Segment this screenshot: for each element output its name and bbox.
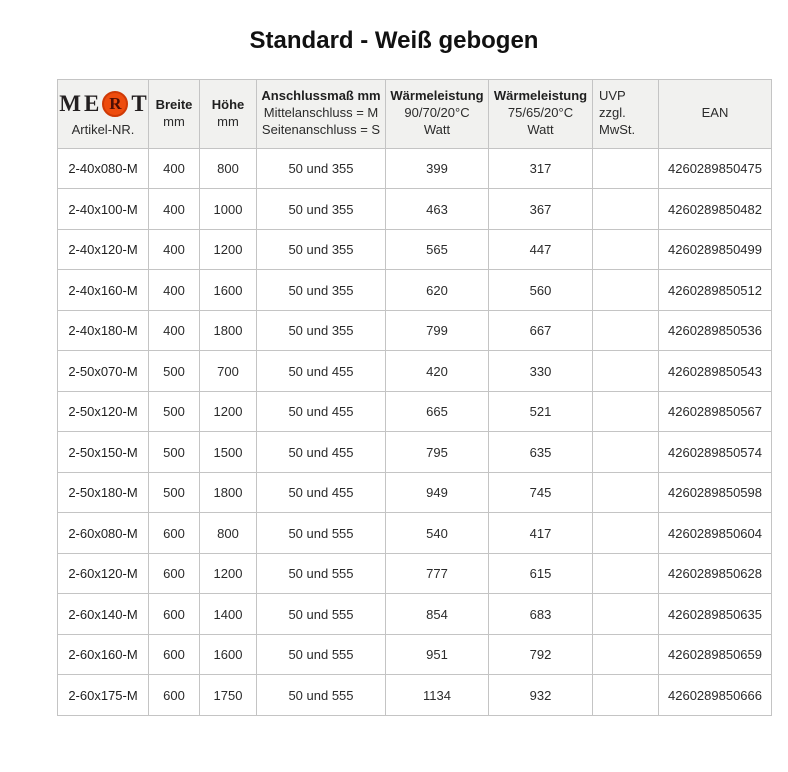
spec-table-body — [58, 148, 772, 715]
breite-cell: 500 — [149, 351, 200, 392]
hoehe-cell: 1600 — [200, 270, 257, 311]
uvp-zzgl: zzgl. — [599, 105, 626, 121]
breite-cell: 400 — [149, 229, 200, 270]
waermeleistung-75-cell: 330 — [489, 351, 593, 392]
waermeleistung-90-cell: 399 — [386, 148, 489, 189]
table-row — [58, 189, 772, 230]
ean-cell: 4260289850567 — [659, 391, 772, 432]
anschlussmass-cell: 50 und 555 — [257, 513, 386, 554]
artikel-nr-cell: 2-60x140-M — [58, 594, 149, 635]
waermeleistung-75-cell: 521 — [489, 391, 593, 432]
hoehe-cell: 1800 — [200, 310, 257, 351]
uvp-cell — [593, 391, 659, 432]
uvp-cell — [593, 594, 659, 635]
anschlussmass-cell: 50 und 355 — [257, 148, 386, 189]
breite-cell: 600 — [149, 594, 200, 635]
table-row — [58, 391, 772, 432]
logo-letter-t: T — [131, 91, 147, 117]
anschlussmass-cell: 50 und 355 — [257, 270, 386, 311]
waermeleistung-90-cell: 951 — [386, 634, 489, 675]
hoehe-cell: 1750 — [200, 675, 257, 716]
waermeleistung-75-cell: 447 — [489, 229, 593, 270]
hoehe-cell: 800 — [200, 513, 257, 554]
waermeleistung-75-unit: Watt — [527, 122, 554, 138]
header-waermeleistung-90 — [386, 79, 489, 148]
page-title: Standard - Weiß gebogen — [249, 27, 539, 54]
waermeleistung-75-temp: 75/65/20°C — [507, 105, 574, 121]
waermeleistung-90-cell: 795 — [386, 432, 489, 473]
breite-cell: 400 — [149, 270, 200, 311]
ean-cell: 4260289850604 — [659, 513, 772, 554]
uvp-cell — [593, 310, 659, 351]
waermeleistung-90-cell: 540 — [386, 513, 489, 554]
anschlussmass-cell: 50 und 355 — [257, 189, 386, 230]
waermeleistung-90-cell: 665 — [386, 391, 489, 432]
breite-cell: 400 — [149, 148, 200, 189]
hoehe-cell: 1200 — [200, 391, 257, 432]
waermeleistung-75-label: Wärmeleistung — [493, 88, 588, 104]
waermeleistung-90-cell: 620 — [386, 270, 489, 311]
table-row — [58, 270, 772, 311]
waermeleistung-75-cell: 317 — [489, 148, 593, 189]
mittelanschluss-note: Mittelanschluss = M — [263, 105, 379, 121]
anschlussmass-cell: 50 und 555 — [257, 553, 386, 594]
table-row — [58, 310, 772, 351]
hoehe-unit: mm — [217, 113, 239, 129]
breite-cell: 400 — [149, 310, 200, 351]
logo-letter-e: E — [84, 91, 100, 117]
table-row — [58, 594, 772, 635]
waermeleistung-90-label: Wärmeleistung — [390, 88, 484, 104]
artikel-nr-cell: 2-40x100-M — [58, 189, 149, 230]
table-row — [58, 432, 772, 473]
ean-cell: 4260289850659 — [659, 634, 772, 675]
waermeleistung-75-cell: 367 — [489, 189, 593, 230]
mert-logo — [58, 91, 148, 117]
uvp-mwst: MwSt. — [599, 122, 636, 138]
artikel-nr-cell: 2-40x160-M — [58, 270, 149, 311]
waermeleistung-90-cell: 565 — [386, 229, 489, 270]
product-spec-table — [57, 79, 772, 716]
waermeleistung-75-cell: 635 — [489, 432, 593, 473]
table-row — [58, 351, 772, 392]
uvp-cell — [593, 634, 659, 675]
artikel-nr-cell: 2-40x080-M — [58, 148, 149, 189]
ean-cell: 4260289850512 — [659, 270, 772, 311]
artikel-nr-cell: 2-50x070-M — [58, 351, 149, 392]
breite-cell: 500 — [149, 472, 200, 513]
anschlussmass-cell: 50 und 455 — [257, 391, 386, 432]
logo-letter-m: M — [59, 91, 82, 117]
anschlussmass-cell: 50 und 555 — [257, 675, 386, 716]
artikel-nr-label: Artikel-NR. — [71, 121, 135, 137]
table-row — [58, 553, 772, 594]
waermeleistung-75-cell: 615 — [489, 553, 593, 594]
ean-cell: 4260289850482 — [659, 189, 772, 230]
uvp-cell — [593, 675, 659, 716]
breite-cell: 400 — [149, 189, 200, 230]
anschlussmass-cell: 50 und 355 — [257, 310, 386, 351]
hoehe-cell: 1200 — [200, 553, 257, 594]
anschlussmass-cell: 50 und 455 — [257, 432, 386, 473]
hoehe-cell: 1200 — [200, 229, 257, 270]
waermeleistung-90-cell: 1134 — [386, 675, 489, 716]
hoehe-cell: 700 — [200, 351, 257, 392]
hoehe-cell: 1400 — [200, 594, 257, 635]
anschlussmass-cell: 50 und 455 — [257, 472, 386, 513]
artikel-nr-cell: 2-50x120-M — [58, 391, 149, 432]
seitenanschluss-note: Seitenanschluss = S — [261, 122, 381, 138]
waermeleistung-90-cell: 799 — [386, 310, 489, 351]
ean-cell: 4260289850666 — [659, 675, 772, 716]
artikel-nr-cell: 2-50x150-M — [58, 432, 149, 473]
waermeleistung-90-cell: 777 — [386, 553, 489, 594]
anschlussmass-cell: 50 und 455 — [257, 351, 386, 392]
uvp-cell — [593, 270, 659, 311]
ean-cell: 4260289850635 — [659, 594, 772, 635]
anschlussmass-cell: 50 und 355 — [257, 229, 386, 270]
hoehe-cell: 1000 — [200, 189, 257, 230]
uvp-cell — [593, 432, 659, 473]
header-waermeleistung-75 — [489, 79, 593, 148]
anschlussmass-label: Anschlussmaß mm — [261, 88, 381, 104]
breite-cell: 600 — [149, 634, 200, 675]
ean-cell: 4260289850536 — [659, 310, 772, 351]
ean-cell: 4260289850574 — [659, 432, 772, 473]
header-breite — [149, 79, 200, 148]
hoehe-cell: 800 — [200, 148, 257, 189]
waermeleistung-75-cell: 683 — [489, 594, 593, 635]
ean-cell: 4260289850628 — [659, 553, 772, 594]
table-row — [58, 675, 772, 716]
table-header-row — [58, 79, 772, 148]
breite-cell: 500 — [149, 432, 200, 473]
artikel-nr-cell: 2-40x120-M — [58, 229, 149, 270]
ean-cell: 4260289850499 — [659, 229, 772, 270]
uvp-cell — [593, 189, 659, 230]
artikel-nr-cell: 2-60x120-M — [58, 553, 149, 594]
uvp-cell — [593, 553, 659, 594]
waermeleistung-75-cell: 932 — [489, 675, 593, 716]
breite-cell: 500 — [149, 391, 200, 432]
header-uvp — [593, 79, 659, 148]
table-row — [58, 513, 772, 554]
table-row — [58, 229, 772, 270]
uvp-cell — [593, 472, 659, 513]
breite-unit: mm — [163, 113, 185, 129]
hoehe-cell: 1800 — [200, 472, 257, 513]
breite-label: Breite — [155, 96, 193, 112]
hoehe-label: Höhe — [211, 96, 245, 112]
waermeleistung-75-cell: 417 — [489, 513, 593, 554]
logo-r-circle-icon: R — [102, 91, 128, 117]
header-anschlussmass — [257, 79, 386, 148]
breite-cell: 600 — [149, 553, 200, 594]
uvp-cell — [593, 229, 659, 270]
uvp-cell — [593, 148, 659, 189]
artikel-nr-cell: 2-50x180-M — [58, 472, 149, 513]
artikel-nr-cell: 2-60x160-M — [58, 634, 149, 675]
ean-cell: 4260289850475 — [659, 148, 772, 189]
artikel-nr-cell: 2-60x175-M — [58, 675, 149, 716]
table-row — [58, 148, 772, 189]
waermeleistung-90-cell: 463 — [386, 189, 489, 230]
header-hoehe — [200, 79, 257, 148]
ean-cell: 4260289850543 — [659, 351, 772, 392]
waermeleistung-75-cell: 792 — [489, 634, 593, 675]
table-row — [58, 634, 772, 675]
waermeleistung-90-cell: 949 — [386, 472, 489, 513]
breite-cell: 600 — [149, 675, 200, 716]
anschlussmass-cell: 50 und 555 — [257, 594, 386, 635]
waermeleistung-75-cell: 667 — [489, 310, 593, 351]
ean-cell: 4260289850598 — [659, 472, 772, 513]
waermeleistung-75-cell: 745 — [489, 472, 593, 513]
waermeleistung-90-temp: 90/70/20°C — [404, 105, 470, 121]
hoehe-cell: 1600 — [200, 634, 257, 675]
header-artikel-nr — [58, 79, 149, 148]
waermeleistung-90-cell: 420 — [386, 351, 489, 392]
uvp-label: UVP — [599, 88, 626, 104]
waermeleistung-90-unit: Watt — [423, 122, 451, 138]
uvp-cell — [593, 513, 659, 554]
hoehe-cell: 1500 — [200, 432, 257, 473]
breite-cell: 600 — [149, 513, 200, 554]
waermeleistung-75-cell: 560 — [489, 270, 593, 311]
artikel-nr-cell: 2-60x080-M — [58, 513, 149, 554]
header-ean: EAN — [659, 79, 772, 148]
anschlussmass-cell: 50 und 555 — [257, 634, 386, 675]
uvp-cell — [593, 351, 659, 392]
table-row — [58, 472, 772, 513]
artikel-nr-cell: 2-40x180-M — [58, 310, 149, 351]
waermeleistung-90-cell: 854 — [386, 594, 489, 635]
